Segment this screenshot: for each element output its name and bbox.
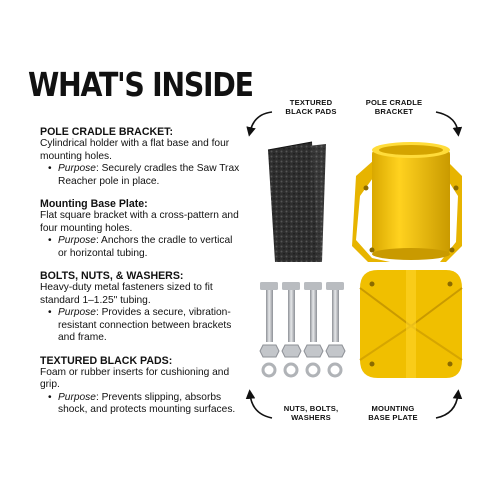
- arrow-pads: [250, 112, 272, 132]
- callout-line: WASHERS: [291, 413, 331, 422]
- callout-line: BASE PLATE: [368, 413, 418, 422]
- bolts-image: [260, 282, 344, 342]
- section-heading: BOLTS, NUTS, & WASHERS:: [40, 270, 184, 283]
- purpose-label: Purpose: [58, 163, 96, 175]
- callout-line: MOUNTING: [371, 404, 415, 413]
- washers-image: [263, 364, 341, 376]
- textured-pads-image: [268, 142, 326, 262]
- purpose-text: : Securely cradles the Saw Trax Reacher pole in place.: [58, 163, 240, 187]
- base-plate-image: [360, 270, 462, 378]
- purpose-text: : Anchors the cradle to vertical or horizontal tubing.: [58, 235, 233, 259]
- callout-line: POLE CRADLE: [365, 98, 423, 107]
- callout-line: BLACK PADS: [285, 107, 337, 116]
- section-description: Foam or rubber inserts for cushioning and grip.: [40, 366, 230, 391]
- section-heading: Mounting Base Plate:: [40, 198, 148, 211]
- callout-line: BRACKET: [374, 107, 414, 116]
- purpose-text: : Prevents slipping, absorbs shock, and protects mounting surfaces.: [58, 391, 236, 416]
- arrow-plate: [436, 394, 458, 418]
- purpose-label: Purpose: [58, 235, 96, 247]
- section-description: Cylindrical holder with a flat base and four mounting holes.: [40, 138, 230, 162]
- purpose-label: Purpose: [58, 307, 96, 319]
- purpose-label: Purpose: [58, 391, 96, 403]
- callout-line: NUTS, BOLTS,: [283, 404, 339, 413]
- arrow-cradle: [436, 112, 458, 132]
- nuts-image: [260, 345, 345, 357]
- cradle-bracket-image: [352, 142, 462, 262]
- page-title: WHAT'S INSIDE: [28, 65, 253, 104]
- section-heading: POLE CRADLE BRACKET:: [40, 126, 174, 138]
- callout-line: TEXTURED: [289, 98, 333, 107]
- section-description: Heavy-duty metal fasteners sized to fit standard 1–1.25" tubing.: [40, 282, 213, 306]
- arrow-hardware: [250, 394, 272, 418]
- purpose-text: : Provides a secure, vibration-resistant connection between brackets and frame.: [58, 307, 232, 344]
- section-description: Flat square bracket with a cross-pattern and four mounting holes.: [40, 210, 239, 234]
- section-heading: TEXTURED BLACK PADS:: [40, 354, 173, 367]
